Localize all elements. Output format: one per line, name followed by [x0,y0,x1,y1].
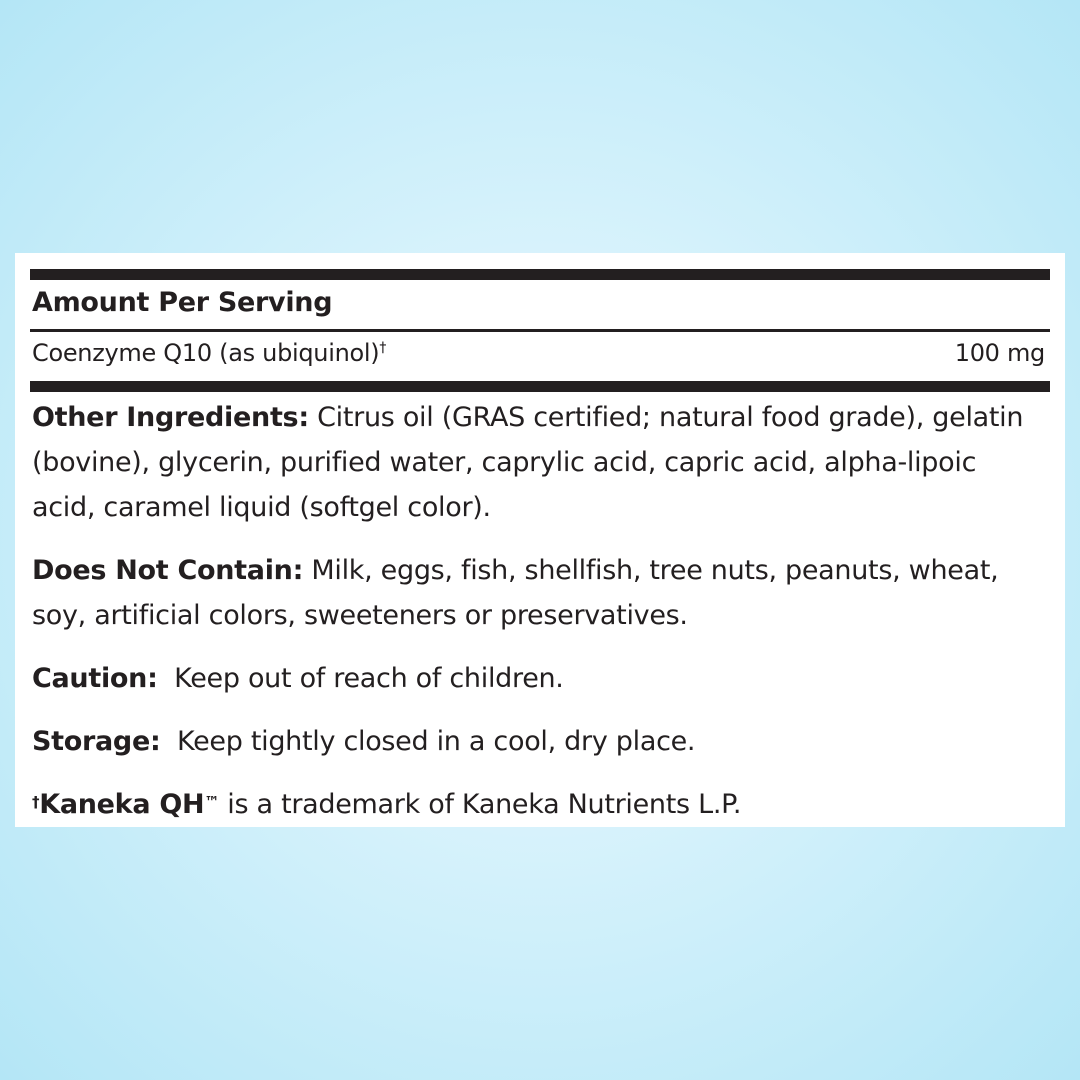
does-not-contain-text: Milk, eggs, fish, shellfish, tree nuts, peanuts, wheat, soy, artificial colors, sweeteners or preservatives. [32,555,999,631]
caution-section [32,656,1042,701]
ingredient-name: Coenzyme Q10 (as ubiquinol) [32,339,380,367]
does-not-contain-label: Does Not Contain: [32,555,304,586]
ingredient-amount: 100 mg [954,339,1045,367]
does-not-contain-section [32,548,1042,638]
top-thick-rule [30,269,1050,280]
storage-label: Storage: [32,726,161,757]
trademark-notice [32,782,1042,827]
bottom-thick-rule [30,381,1050,392]
ingredient-row-name [32,339,386,367]
amount-per-serving-header: Amount Per Serving [32,287,333,318]
ingredient-dagger-mark: † [379,340,387,356]
storage-section [32,719,1042,764]
other-ingredients-section [32,395,1042,530]
other-ingredients-label: Other Ingredients: [32,402,309,433]
header-thin-rule [30,329,1050,332]
trademark-brand: Kaneka QH [39,789,205,820]
trademark-symbol: ™ [204,793,220,811]
caution-text: Keep out of reach of children. [157,663,564,694]
caution-label: Caution: [32,663,158,694]
storage-text: Keep tightly closed in a cool, dry place. [160,726,696,757]
trademark-text: is a trademark of Kaneka Nutrients L.P. [219,789,742,820]
other-ingredients-text: Citrus oil (GRAS certified; natural food grade), gelatin (bovine), glycerin, purified water, caprylic acid, capric acid, alpha-lipoic acid, caramel liquid (softgel color). [32,402,1024,523]
trademark-dagger: † [32,793,40,811]
supplement-label-panel [15,253,1065,827]
